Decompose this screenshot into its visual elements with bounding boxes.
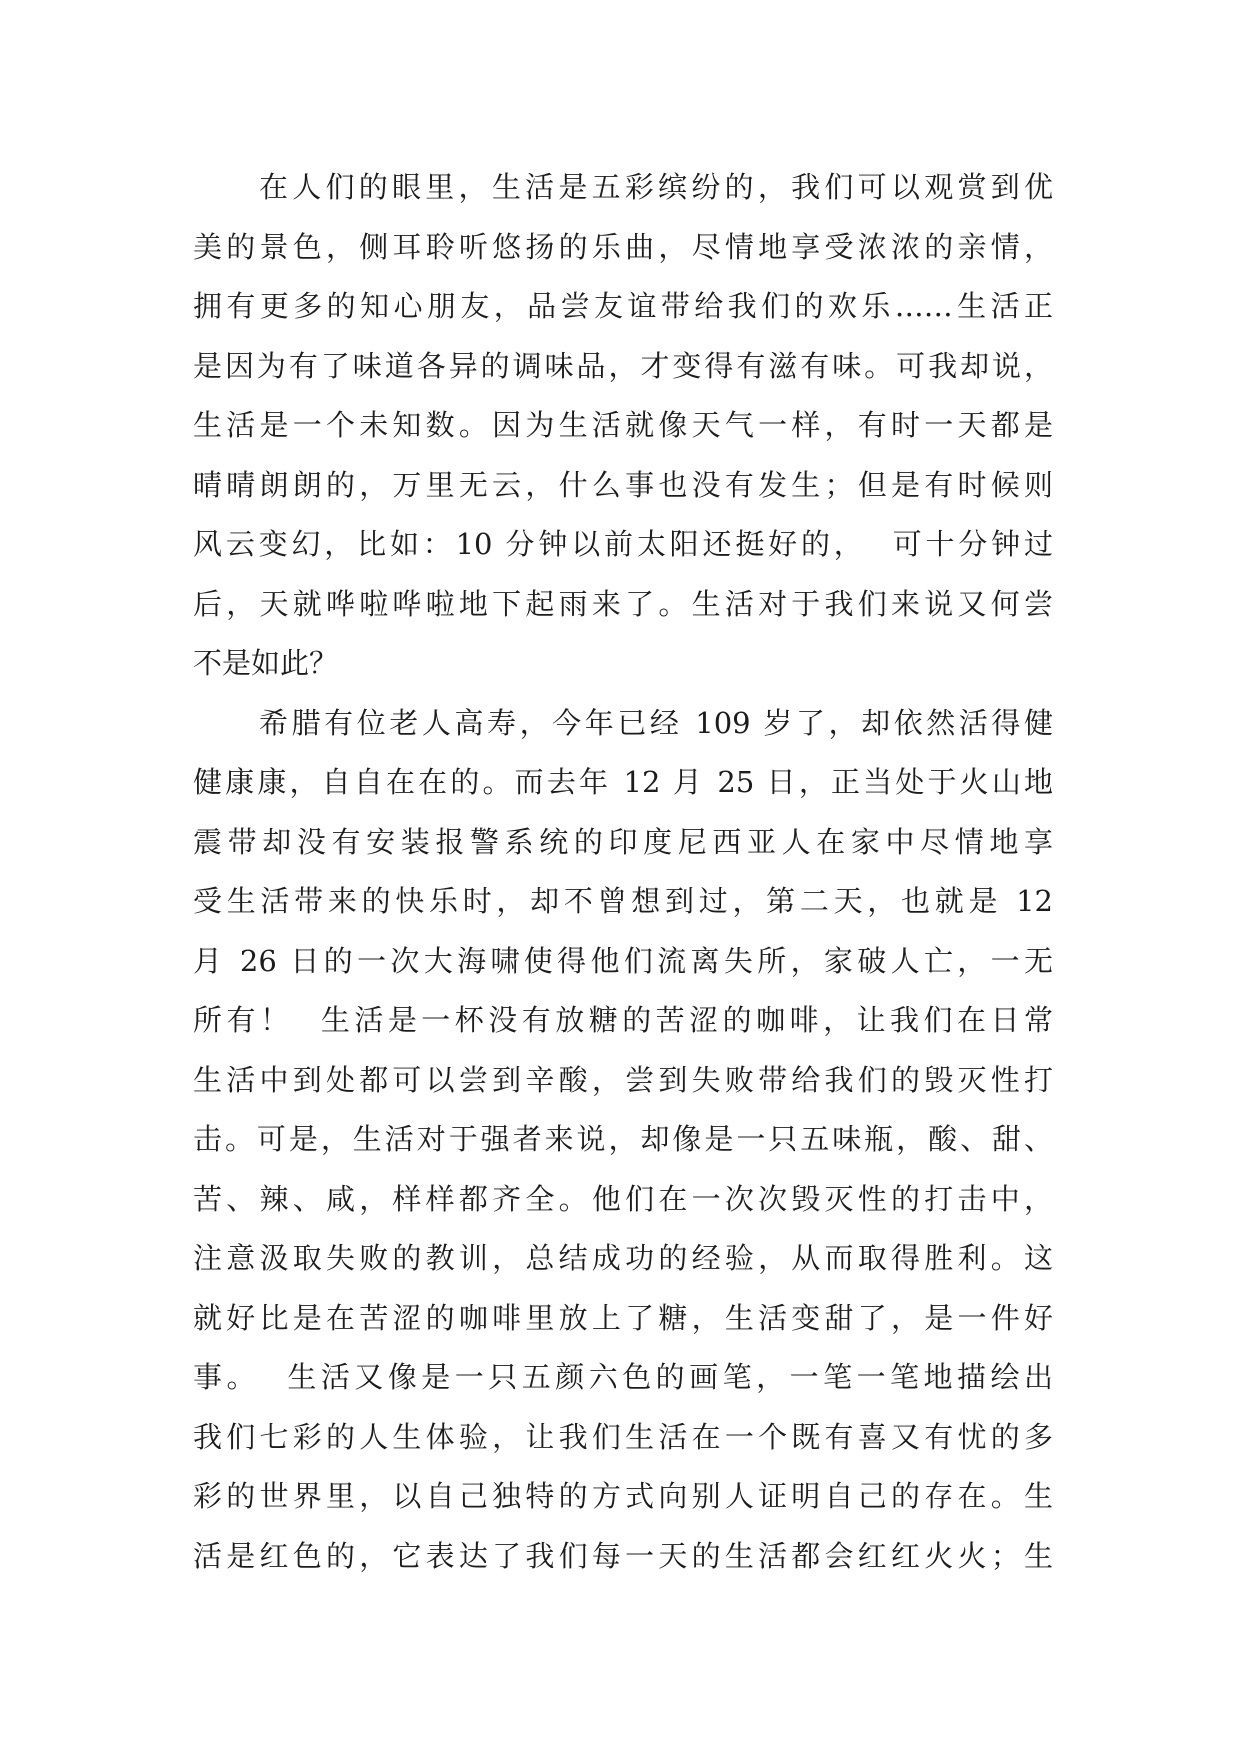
text-line: 希腊有位老人高寿，今年已经 109 岁了，却依然活得健 [259, 705, 1053, 740]
text-line: 我们七彩的人生体验，让我们生活在一个既有喜又有忧的多 [193, 1419, 1053, 1454]
text-line: 后，天就哗啦哗啦地下起雨来了。生活对于我们来说又何尝 [193, 586, 1053, 621]
text-line: 美的景色，侧耳聆听悠扬的乐曲，尽情地享受浓浓的亲情， [193, 229, 1053, 264]
text-line: 月 26 日的一次大海啸使得他们流离失所，家破人亡，一无 [193, 943, 1053, 978]
text-line: 击。可是，生活对于强者来说，却像是一只五味瓶，酸、甜、 [193, 1122, 1053, 1156]
text-line: 所有！ 生活是一杯没有放糖的苦涩的咖啡，让我们在日常 [193, 1003, 1053, 1037]
text-line: 拥有更多的知心朋友，品尝友谊带给我们的欢乐……生活正 [193, 289, 1053, 323]
text-line: 不是如此？ [193, 646, 339, 680]
document-body [193, 158, 1053, 1586]
text-line: 晴晴朗朗的，万里无云，什么事也没有发生；但是有时候则 [193, 467, 1053, 502]
text-line: 就好比是在苦涩的咖啡里放上了糖，生活变甜了，是一件好 [193, 1300, 1053, 1335]
text-line: 苦、辣、咸，样样都齐全。他们在一次次毁灭性的打击中， [193, 1181, 1053, 1216]
paragraph-1 [193, 158, 1053, 694]
text-line: 注意汲取失败的教训，总结成功的经验，从而取得胜利。这 [193, 1241, 1053, 1275]
text-line: 震带却没有安装报警系统的印度尼西亚人在家中尽情地享 [193, 824, 1053, 859]
paragraph-2 [193, 694, 1053, 1587]
text-line: 风云变幻，比如：10 分钟以前太阳还挺好的， 可十分钟过 [193, 527, 1053, 561]
text-line: 彩的世界里，以自己独特的方式向别人证明自己的存在。生 [193, 1479, 1053, 1513]
text-line: 健康康，自自在在的。而去年 12 月 25 日，正当处于火山地 [193, 765, 1053, 799]
text-line: 受生活带来的快乐时，却不曾想到过，第二天，也就是 12 [193, 884, 1053, 918]
text-line: 生活是一个未知数。因为生活就像天气一样，有时一天都是 [193, 408, 1053, 442]
text-line: 事。 生活又像是一只五颜六色的画笔，一笔一笔地描绘出 [193, 1360, 1053, 1394]
text-line: 是因为有了味道各异的调味品，才变得有滋有味。可我却说， [193, 348, 1053, 383]
text-line: 活是红色的，它表达了我们每一天的生活都会红红火火；生 [193, 1538, 1053, 1573]
text-line: 生活中到处都可以尝到辛酸，尝到失败带给我们的毁灭性打 [193, 1062, 1053, 1097]
text-line: 在人们的眼里，生活是五彩缤纷的，我们可以观赏到优 [259, 170, 1053, 204]
